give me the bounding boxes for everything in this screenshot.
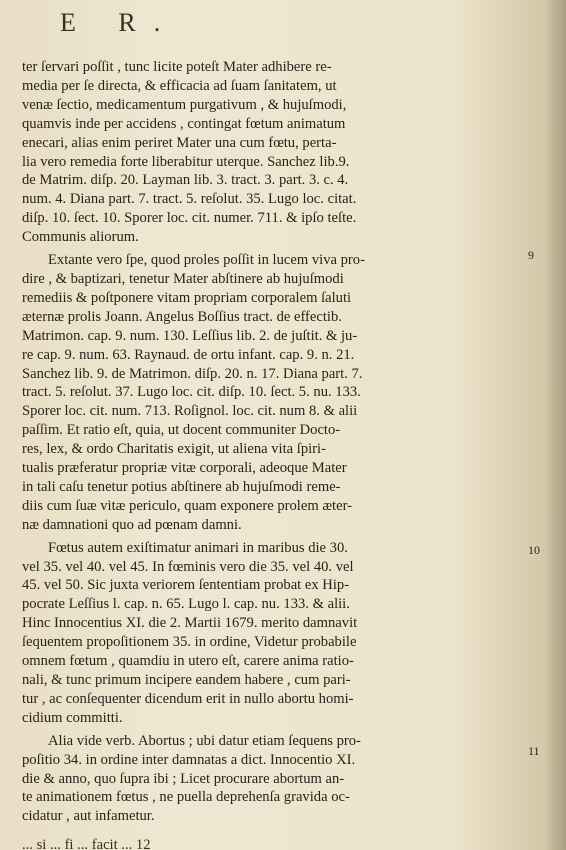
text-line: res, lex, & ordo Charitatis exigit, ut aliena vita ſpiri-	[22, 441, 326, 458]
text-line: lia vero remedia forte liberabitur uterque. Sanchez lib.9.	[22, 153, 350, 170]
text-line: ter ſervari poſſit , tunc licite poteſt Mater adhibere re-	[22, 59, 332, 75]
text-line: poſitio 34. in ordine inter damnatas a dict. Innocentio XI.	[22, 751, 356, 768]
paragraph-3	[22, 539, 522, 728]
text-line: Sporer loc. cit. num. 713. Roſignol. loc. cit. num 8. & alii	[22, 403, 358, 420]
text-line: cidium committi.	[22, 709, 123, 726]
text-line: tur , ac conſequenter dicendum erit in nullo abortu homi-	[22, 690, 354, 707]
text-line: venæ ſectio, medicamentum purgativum , & hujuſmodi,	[22, 96, 347, 113]
text-line: in tali caſu tenetur potius abſtinere ab hujuſmodi reme-	[22, 478, 341, 495]
margin-number-10: 10	[528, 543, 540, 557]
page-edge-shadow	[544, 0, 566, 850]
text-line: diis cum ſuæ vitæ periculo, quam exponere prolem æter-	[22, 497, 353, 514]
text-line: cidatur , aut infametur.	[22, 808, 155, 825]
text-line: paſſim. Et ratio eſt, quia, ut docent communiter Docto-	[22, 422, 341, 439]
text-line: nali, & tunc primum incipere eandem habere , cum pari-	[22, 672, 351, 688]
text-line: Communis aliorum.	[22, 229, 139, 246]
text-line: dire , & baptizari, tenetur Mater abſtinere ab hujuſmodi	[22, 270, 344, 287]
text-line: næ damnationi quo ad pœnam damni.	[22, 516, 242, 533]
text-line: pocrate Leſſius l. cap. n. 65. Lugo l. cap. nu. 133. & alii.	[22, 596, 350, 613]
paragraph-2	[22, 251, 522, 535]
paragraph-1	[22, 58, 522, 247]
text-line: re cap. 9. num. 63. Raynaud. de ortu infant. cap. 9. n. 21.	[22, 346, 355, 363]
text-line: media per ſe directa, & efficacia ad ſuam ſanitatem, ut	[22, 77, 337, 94]
text-line: tualis præferatur propriæ vitæ corporali, adeoque Mater	[22, 460, 347, 477]
text-line: enecari, alias enim periret Mater una cum fœtu, perta-	[22, 134, 337, 151]
text-line: remediis & poſtponere vitam propriam corporalem ſaluti	[22, 289, 352, 306]
text-line: 45. vel 50. Sic juxta veriorem ſententiam probat ex Hip-	[22, 577, 350, 594]
text-line: Extante vero ſpe, quod proles poſſit in lucem viva pro-	[48, 252, 365, 269]
text-line: diſp. 10. ſect. 10. Sporer loc. cit. numer. 711. & ipſo teſte.	[22, 210, 357, 227]
text-line: Fœtus autem exiſtimatur animari in maribus die 30.	[48, 539, 348, 556]
text-line: Alia vide verb. Abortus ; ubi datur etiam ſequens pro-	[48, 732, 361, 749]
text-line: Matrimon. cap. 9. num. 130. Leſſius lib. 2. de juſtit. & ju-	[22, 327, 358, 344]
text-line: num. 4. Diana part. 7. tract. 5. reſolut. 35. Lugo loc. citat.	[22, 191, 357, 208]
running-header: E R.	[60, 8, 179, 37]
text-line: Sanchez lib. 9. de Matrimon. diſp. 20. n. 17. Diana part. 7.	[22, 365, 363, 382]
text-line: ſequentem propoſitionem 35. in ordine, Videtur probabile	[22, 634, 357, 651]
text-line: quamvis inde per accidens , contingat fœtum animatum	[22, 115, 346, 132]
text-line: tract. 5. reſolut. 37. Lugo loc. cit. diſp. 10. ſect. 5. nu. 133.	[22, 384, 361, 401]
body-text	[22, 54, 522, 826]
text-line: omnem fœtum , quamdiu in utero eſt, carere anima ratio-	[22, 653, 354, 670]
text-line: vel 35. vel 40. vel 45. In fœminis vero die 35. vel 40. vel	[22, 558, 354, 575]
text-line: die & anno, quo ſupra ibi ; Licet procurare abortum an-	[22, 770, 345, 787]
text-line: te animationem fœtus , ne puella deprehenſa gravida oc-	[22, 789, 350, 806]
text-line: de Matrim. diſp. 20. Layman lib. 3. tract. 3. part. 3. c. 4.	[22, 172, 349, 189]
margin-number-11: 11	[528, 744, 540, 758]
text-line: æternæ prolis Joann. Angelus Boſſius tract. de effectib.	[22, 308, 342, 325]
margin-number-9: 9	[528, 248, 534, 262]
paragraph-4	[22, 732, 522, 827]
text-line: Hinc Innocentius XI. die 2. Martii 1679. merito damnavit	[22, 615, 358, 632]
cut-off-line: ... si ... fi ... facit ... 12	[22, 837, 151, 850]
